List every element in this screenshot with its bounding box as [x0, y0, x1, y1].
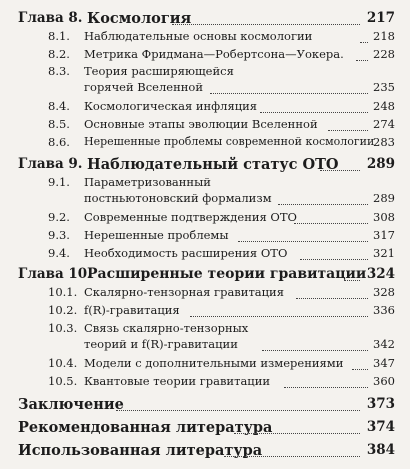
toc-section-8-1	[0, 29, 410, 49]
section-number: 8.4.	[48, 99, 70, 113]
section-title: Скалярно-тензорная гравитация	[84, 285, 284, 299]
page-number: 321	[373, 246, 395, 260]
section-number: 8.5.	[48, 117, 70, 131]
page-number: 235	[373, 80, 395, 94]
leader-dots	[296, 298, 368, 299]
section-title: Модели с дополнительными измерениями	[84, 356, 344, 370]
section-number: 8.1.	[48, 29, 70, 43]
page-number: 324	[366, 266, 395, 282]
toc-section-8-6	[0, 135, 410, 155]
page-number: 373	[366, 396, 395, 412]
section-title: Нерешенные проблемы современной космологии	[84, 135, 375, 148]
leader-dots	[300, 259, 368, 260]
leader-dots	[284, 387, 368, 388]
toc-section-9-2	[0, 210, 410, 230]
section-number: 9.1.	[48, 175, 70, 189]
section-title: Необходимость расширения ОТО	[84, 246, 288, 260]
toc-conclusion	[0, 396, 410, 416]
toc-section-8-3-cont	[0, 80, 410, 100]
section-title-line-1: Связь скалярно-тензорных	[84, 321, 249, 335]
leader-dots	[344, 280, 360, 281]
toc-section-9-4	[0, 246, 410, 266]
page-number: 317	[373, 228, 395, 242]
toc-section-10-2	[0, 303, 410, 323]
page-number: 289	[366, 156, 395, 172]
section-number: 10.5.	[48, 374, 78, 388]
leader-dots	[320, 170, 360, 171]
section-title: Современные подтверждения ОТО	[84, 210, 297, 224]
page-number: 274	[373, 117, 395, 131]
toc-section-10-3-cont	[0, 337, 410, 357]
page-number: 328	[373, 285, 395, 299]
entry-title: Использованная литература	[18, 442, 263, 459]
toc-section-9-3	[0, 228, 410, 248]
page-number: 218	[373, 29, 395, 43]
leader-dots	[190, 316, 368, 317]
leader-dots	[260, 112, 368, 113]
leader-dots	[116, 410, 360, 411]
toc-used-literature	[0, 442, 410, 462]
page-number: 360	[373, 374, 395, 388]
chapter-title: Расширенные теории гравитации	[87, 266, 367, 282]
section-title-line-2: теорий и f(R)-гравитации	[84, 337, 238, 351]
leader-dots	[172, 24, 360, 25]
section-number: 10.2.	[48, 303, 78, 317]
section-title-line-2: горячей Вселенной	[84, 80, 204, 94]
toc-section-9-1-cont	[0, 191, 410, 211]
toc-chapter-10	[0, 266, 410, 286]
entry-title: Рекомендованная литература	[18, 419, 273, 436]
toc-section-10-1	[0, 285, 410, 305]
toc-section-8-4	[0, 99, 410, 119]
leader-dots	[262, 350, 368, 351]
toc-recommended-literature	[0, 419, 410, 439]
toc-section-10-5	[0, 374, 410, 394]
page-number: 217	[366, 10, 395, 26]
section-number: 8.2.	[48, 47, 70, 61]
page-number: 248	[373, 99, 395, 113]
section-title: f(R)-гравитация	[84, 303, 180, 317]
toc-chapter-8	[0, 10, 410, 30]
toc-chapter-9	[0, 156, 410, 176]
chapter-title: Космология	[87, 10, 192, 27]
section-number: 9.3.	[48, 228, 70, 242]
section-number: 9.2.	[48, 210, 70, 224]
section-title-line-1: Параметризованный	[84, 175, 211, 189]
section-title: Квантовые теории гравитации	[84, 374, 271, 388]
chapter-label: Глава 10.	[18, 266, 92, 282]
page-number: 347	[373, 356, 395, 370]
chapter-label: Глава 9.	[18, 156, 83, 172]
section-number: 10.1.	[48, 285, 78, 299]
page-number: 384	[366, 442, 395, 458]
section-title-line-2: постньютоновский формализм	[84, 191, 272, 205]
page-number: 283	[373, 135, 395, 149]
chapter-label: Глава 8.	[18, 10, 83, 26]
section-title: Основные этапы эволюции Вселенной	[84, 117, 318, 131]
section-number: 8.6.	[48, 135, 70, 149]
section-title: Наблюдательные основы космологии	[84, 29, 313, 43]
page-number: 308	[373, 210, 395, 224]
section-number: 9.4.	[48, 246, 70, 260]
section-title-line-1: Теория расширяющейся	[84, 64, 234, 78]
leader-dots	[224, 456, 360, 457]
leader-dots	[356, 60, 368, 61]
leader-dots	[328, 130, 368, 131]
page-number: 336	[373, 303, 395, 317]
page-number: 289	[373, 191, 395, 205]
entry-title: Заключение	[18, 396, 124, 413]
leader-dots	[294, 223, 368, 224]
chapter-title: Наблюдательный статус ОТО	[87, 156, 339, 173]
leader-dots	[238, 241, 368, 242]
page-number: 342	[373, 337, 395, 351]
section-title: Космологическая инфляция	[84, 99, 258, 113]
leader-dots	[234, 433, 360, 434]
section-title: Метрика Фридмана—Робертсона—Уокера.	[84, 47, 344, 61]
leader-dots	[360, 42, 368, 43]
leader-dots	[210, 93, 368, 94]
section-number: 10.3.	[48, 321, 78, 335]
section-number: 10.4.	[48, 356, 78, 370]
section-number: 8.3.	[48, 64, 70, 78]
toc-section-8-5	[0, 117, 410, 137]
section-title: Нерешенные проблемы	[84, 228, 229, 242]
page-number: 228	[373, 47, 395, 61]
leader-dots	[278, 204, 368, 205]
toc-section-10-4	[0, 356, 410, 376]
leader-dots	[352, 369, 368, 370]
page-number: 374	[366, 419, 395, 435]
